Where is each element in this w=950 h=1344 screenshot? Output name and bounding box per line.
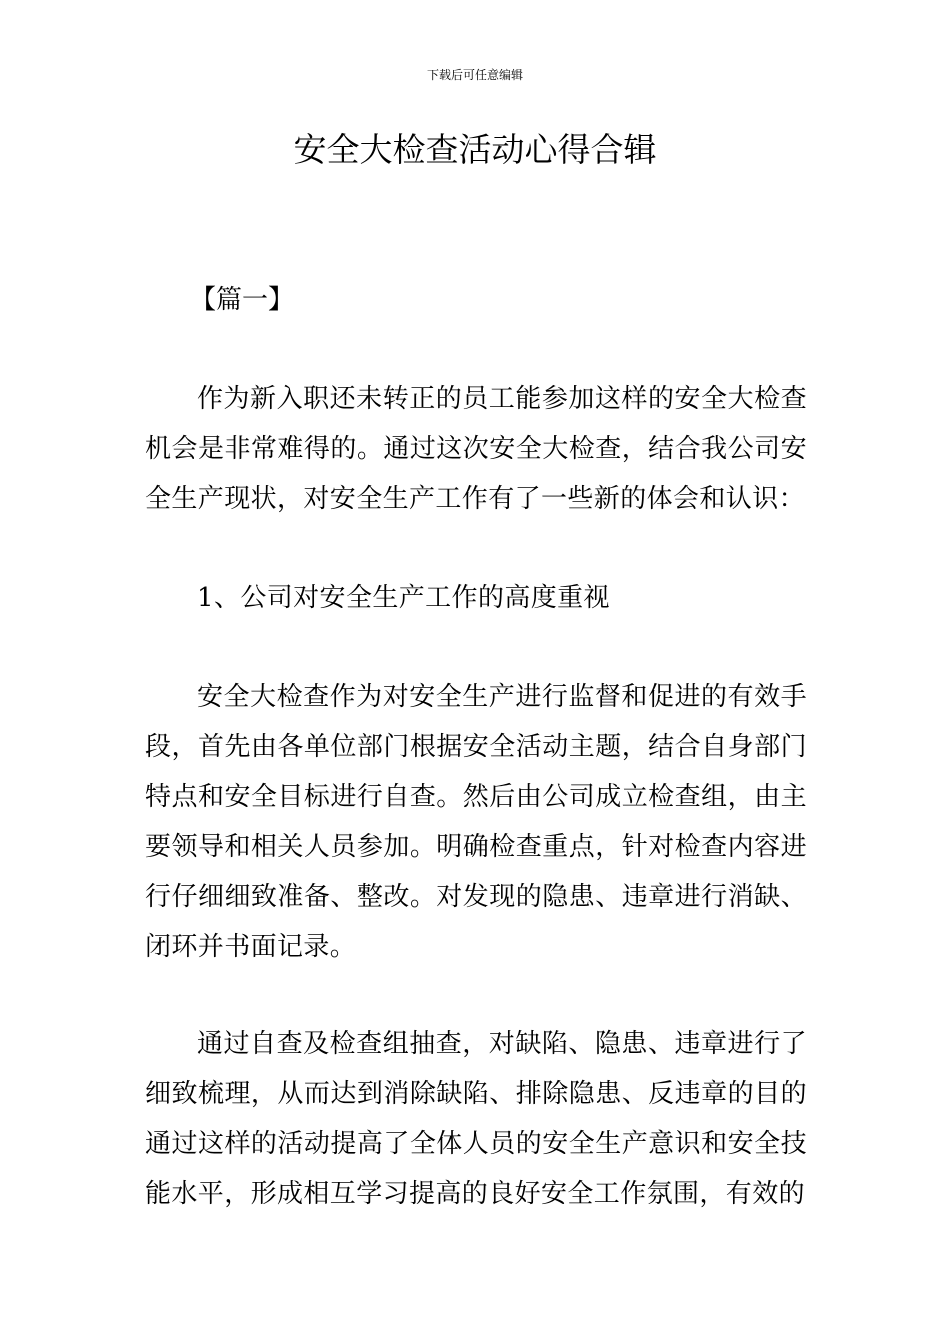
paragraph-heading-1: 1、公司对安全生产工作的高度重视 bbox=[197, 583, 610, 613]
paragraph-intro: 作为新入职还未转正的员工能参加这样的安全大检查机会是非常难得的。通过这次安全大检查，结合我公司安全生产现状，对安全生产工作有了一些新的体会和认识： bbox=[145, 384, 807, 514]
paragraph-body-1: 安全大检查作为对安全生产进行监督和促进的有效手段，首先由各单位部门根据安全活动主题，结合自身部门特点和安全目标进行自查。然后由公司成立检查组，由主要领导和相关人员参加。明确检查重点，针对检查内容进行仔细细致准备、整改。对发现的隐患、违章进行消缺、闭环并书面记录。 bbox=[145, 682, 807, 962]
document-title: 安全大检查活动心得合辑 bbox=[293, 130, 657, 169]
section-label: 【篇一】 bbox=[190, 285, 295, 315]
header-note: 下载后可任意编辑 bbox=[426, 68, 523, 82]
paragraph-body-2: 通过自查及检查组抽查，对缺陷、隐患、违章进行了细致梳理，从而达到消除缺陷、排除隐患、反违章的目的通过这样的活动提高了全体人员的安全生产意识和安全技能水平，形成相互学习提高的良好安全工作氛围，有效的 bbox=[145, 1029, 807, 1209]
